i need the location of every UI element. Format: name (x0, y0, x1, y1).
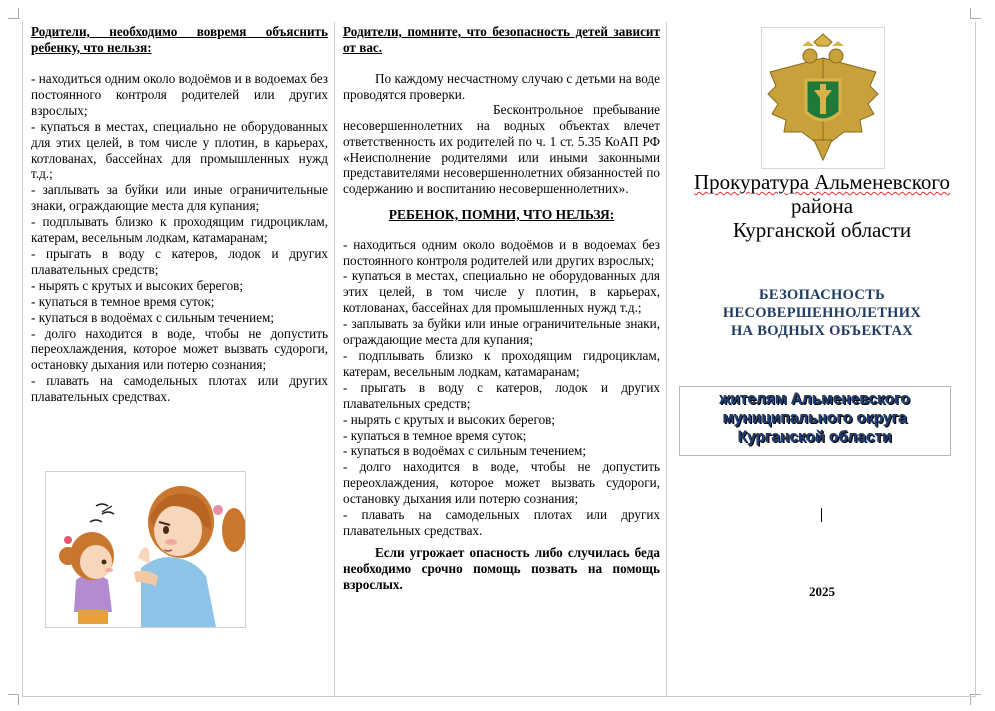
list-item: - плавать на самодельных плотах или других плавательных средствах. (343, 507, 660, 538)
mother-scolding-child-illustration (45, 471, 246, 628)
column-cover (666, 22, 976, 697)
list-item: - находиться одним около водоёмов и в водоемах без постоянного контроля родителей или других взрослых; (343, 236, 660, 268)
list-item: - прыгать в воду с катеров, лодок и других плавательных средств; (31, 245, 328, 277)
emblem-icon (762, 28, 884, 168)
recipient-line: Курганской области (737, 429, 893, 446)
list-item: - долго находится в воде, чтобы не допустить переохлаждения, которое может вызвать судороги, остановку дыхания или потерю сознания; (343, 459, 660, 507)
col2-heading: Родители, помните, что безопасность детей зависит от вас. (343, 24, 660, 55)
page-corner-mark (8, 694, 19, 705)
list-item: - заплывать за буйки или иные ограничительные знаки, ограждающие места для купания; (343, 316, 660, 348)
list-item: - купаться в водоёмах с сильным течением; (31, 309, 275, 325)
col1-list (31, 71, 328, 405)
col2-paragraph: По каждому несчастному случаю с детьми на воде проводятся проверки. (343, 71, 660, 102)
col1-heading: Родители, необходимо вовремя объяснить ребенку, что нельзя: (31, 24, 328, 55)
list-item: - купаться в темное время суток; (31, 293, 215, 309)
list-item: - подплывать близко к проходящим гидроциклам, катерам, весельным лодкам, катамаранам; (31, 214, 328, 246)
illustration-icon (46, 472, 245, 627)
recipient-line: жителям Альменевского (719, 391, 911, 408)
column-responsibility (334, 22, 666, 697)
col2-list (343, 237, 660, 539)
list-item: - прыгать в воду с катеров, лодок и других плавательных средств; (343, 379, 660, 411)
list-item: - купаться в местах, специально не оборудованных для этих целей, в том числе у плотин, в карьерах, котлованах, бассейнах для промышленных нужд т.д.; (31, 118, 328, 182)
list-item: - плавать на самодельных плотах или других плавательных средствах. (31, 373, 328, 405)
organization-name (667, 170, 977, 242)
list-item: - заплывать за буйки или иные ограничительные знаки, ограждающие места для купания; (31, 182, 328, 214)
list-item: - находиться одним около водоёмов и в водоемах без постоянного контроля родителей или других взрослых; (31, 71, 328, 118)
organization-line: Прокуратура Альменевского (693, 170, 951, 194)
emergency-note: Если угрожает опасность либо случилась беда необходимо срочно помощь позвать на помощь взрослых. (343, 544, 660, 592)
recipient-box (679, 386, 951, 456)
list-item: - купаться в местах, специально не оборудованных для этих целей, в том числе у плотин, в карьерах, котлованах, бассейнах для промышленных нужд т.д.; (343, 268, 660, 316)
child-rules-heading: РЕБЕНОК, ПОМНИ, ЧТО НЕЛЬЗЯ: (388, 206, 615, 222)
col2-paragraph: Бесконтрольное пребывание несовершеннолетних на водных объектах влечет ответственность их родителей по ч. 1 ст. 5.35 КоАП РФ «Неисполнение родителями или иными законными представителями несовершеннолетних обязанностей по содержанию и воспитанию несовершеннолетних». (343, 102, 660, 196)
list-item: - купаться в темное время суток; (343, 427, 527, 443)
title-line: НА ВОДНЫХ ОБЪЕКТАХ (730, 323, 914, 339)
list-item: - подплывать близко к проходящим гидроциклам, катерам, весельным лодкам, катамаранам; (343, 347, 660, 379)
brochure-title (667, 286, 977, 340)
text-cursor[interactable] (821, 508, 822, 522)
list-item: - нырять с крутых и высоких берегов; (343, 411, 556, 427)
organization-line: района (790, 194, 854, 218)
recipient-line: муниципального округа (722, 410, 908, 427)
list-item: - долго находится в воде, чтобы не допустить переохлаждения, которое может вызвать судороги, остановку дыхания или потерю сознания; (31, 325, 328, 373)
year: 2025 (809, 584, 835, 599)
prosecutor-emblem (761, 27, 885, 169)
organization-line: Курганской области (732, 218, 912, 242)
title-line: БЕЗОПАСНОСТЬ (759, 287, 885, 303)
list-item: - нырять с крутых и высоких берегов; (31, 277, 244, 293)
title-line: НЕСОВЕРШЕННОЛЕТНИХ (722, 305, 922, 321)
page-corner-mark (970, 8, 981, 19)
list-item: - купаться в водоёмах с сильным течением; (343, 443, 587, 459)
page-corner-mark (8, 8, 19, 19)
